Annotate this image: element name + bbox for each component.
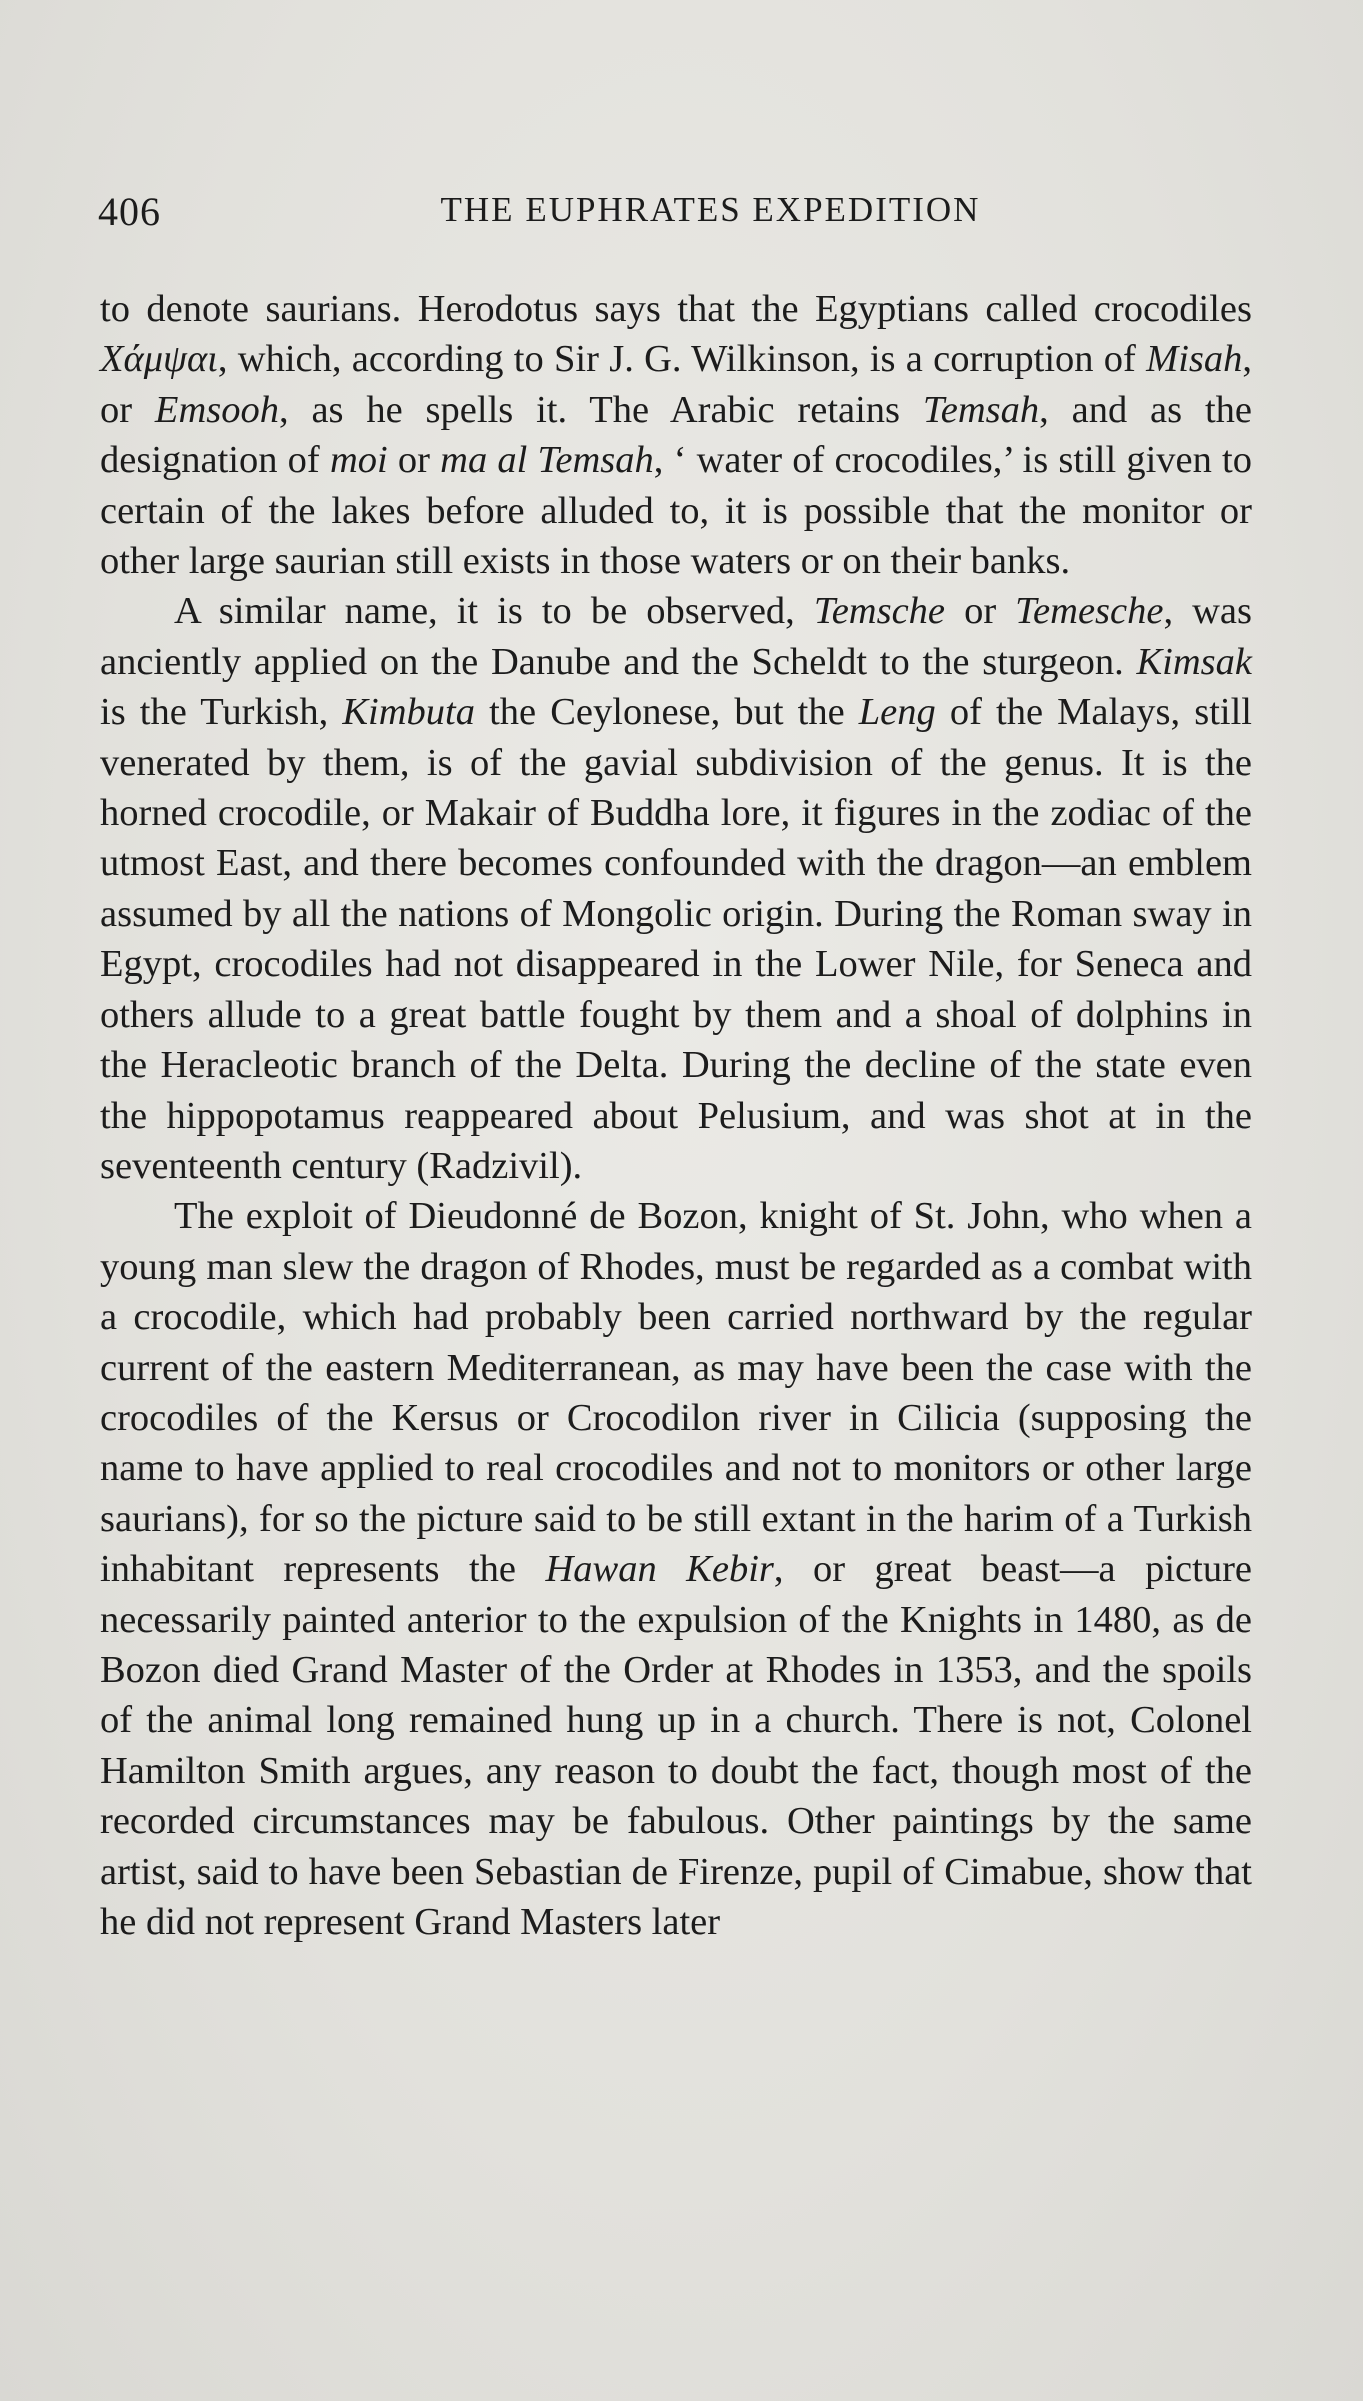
italic-term: Hawan Kebir bbox=[545, 1548, 774, 1591]
body-text bbox=[100, 284, 1252, 1947]
paragraph-2 bbox=[100, 586, 1252, 1191]
text-run: , as he spells it. The Arabic retains bbox=[278, 388, 923, 431]
text-run: , was anciently applied on the Danube and the Scheldt to the sturgeon. bbox=[100, 590, 1252, 683]
text-run: , which, according to Sir J. G. Wilkinson, is a corruption of bbox=[217, 338, 1147, 381]
text-run: is the Turkish, bbox=[100, 691, 343, 734]
text-run: the Ceylonese, but the bbox=[475, 691, 859, 734]
italic-term: Misah bbox=[1146, 338, 1243, 381]
paragraph-1 bbox=[100, 284, 1252, 586]
italic-term: Χάμψαι bbox=[100, 338, 218, 381]
italic-term: Kimsak bbox=[1136, 640, 1252, 683]
text-run: , or bbox=[100, 338, 1252, 431]
page-header bbox=[98, 188, 1263, 238]
text-run: The exploit of Dieudonné de Bozon, knight of St. John, who when a young man slew the dragon of Rhodes, must be regarded as a combat with a crocodile, which had probably been carried northward by the regular current of the eastern Mediterranean, as may have been the case with the crocodiles of the Kersus or Crocodilon river in Cilicia (supposing the name to have applied to real crocodiles and not to monitors or other large saurians), for so the picture said to be still extant in the harim of a Turkish inhabitant represents the bbox=[100, 1195, 1252, 1591]
paragraph-3 bbox=[100, 1191, 1252, 1947]
text-run: or bbox=[945, 590, 1016, 633]
text-run: of the Malays, still venerated by them, is of the gavial subdivision of the genus. It is the horned crocodile, or Makair of Buddha lore, it figures in the zodiac of the utmost East, and there becomes confounded with the dragon—an emblem assumed by all the nations of Mongolic origin. During the Roman sway in Egypt, crocodiles had not disappeared in the Lower Nile, for Seneca and others allude to a great battle fought by them and a shoal of dolphins in the Heracleotic branch of the Delta. During the decline of the state even the hippopotamus reappeared about Pelusium, and was shot at in the seventeenth century (Radzivil). bbox=[100, 691, 1252, 1187]
italic-term: Kimbuta bbox=[342, 691, 475, 734]
text-run: , and as the designation of bbox=[100, 388, 1253, 482]
page-number: 406 bbox=[98, 189, 161, 234]
text-run: or bbox=[387, 439, 441, 482]
italic-term: Temsah bbox=[922, 388, 1040, 431]
italic-term: Temesche bbox=[1015, 590, 1164, 633]
italic-term: Emsooh bbox=[154, 388, 279, 431]
italic-term: Temsche bbox=[813, 590, 946, 633]
italic-term: Leng bbox=[858, 691, 936, 734]
text-run: , ‘ water of crocodiles,’ is still given to certain of the lakes before alluded to, it is possible that the monitor or other large saurian still exists in those waters or on their banks. bbox=[100, 439, 1252, 583]
italic-term: moi bbox=[329, 439, 388, 482]
text-run: to denote saurians. Herodotus says that the Egyptians called crocodiles bbox=[100, 288, 1252, 330]
running-title: THE EUPHRATES EXPEDITION bbox=[440, 190, 981, 229]
text-run: , or great beast—a picture necessarily painted anterior to the expulsion of the Knights in 1480, as de Bozon died Grand Master of the Order at Rhodes in 1353, and the spoils of the animal long remained hung up in a church. There is not, Colonel Hamilton Smith argues, any reason to doubt the fact, though most of the recorded circumstances may be fabulous. Other paintings by the same artist, said to have been Sebastian de Firenze, pupil of Cimabue, show that he did not represent Grand Masters later bbox=[100, 1548, 1252, 1943]
italic-term: ma al Temsah bbox=[440, 439, 654, 482]
text-run: A similar name, it is to be observed, bbox=[174, 590, 814, 633]
